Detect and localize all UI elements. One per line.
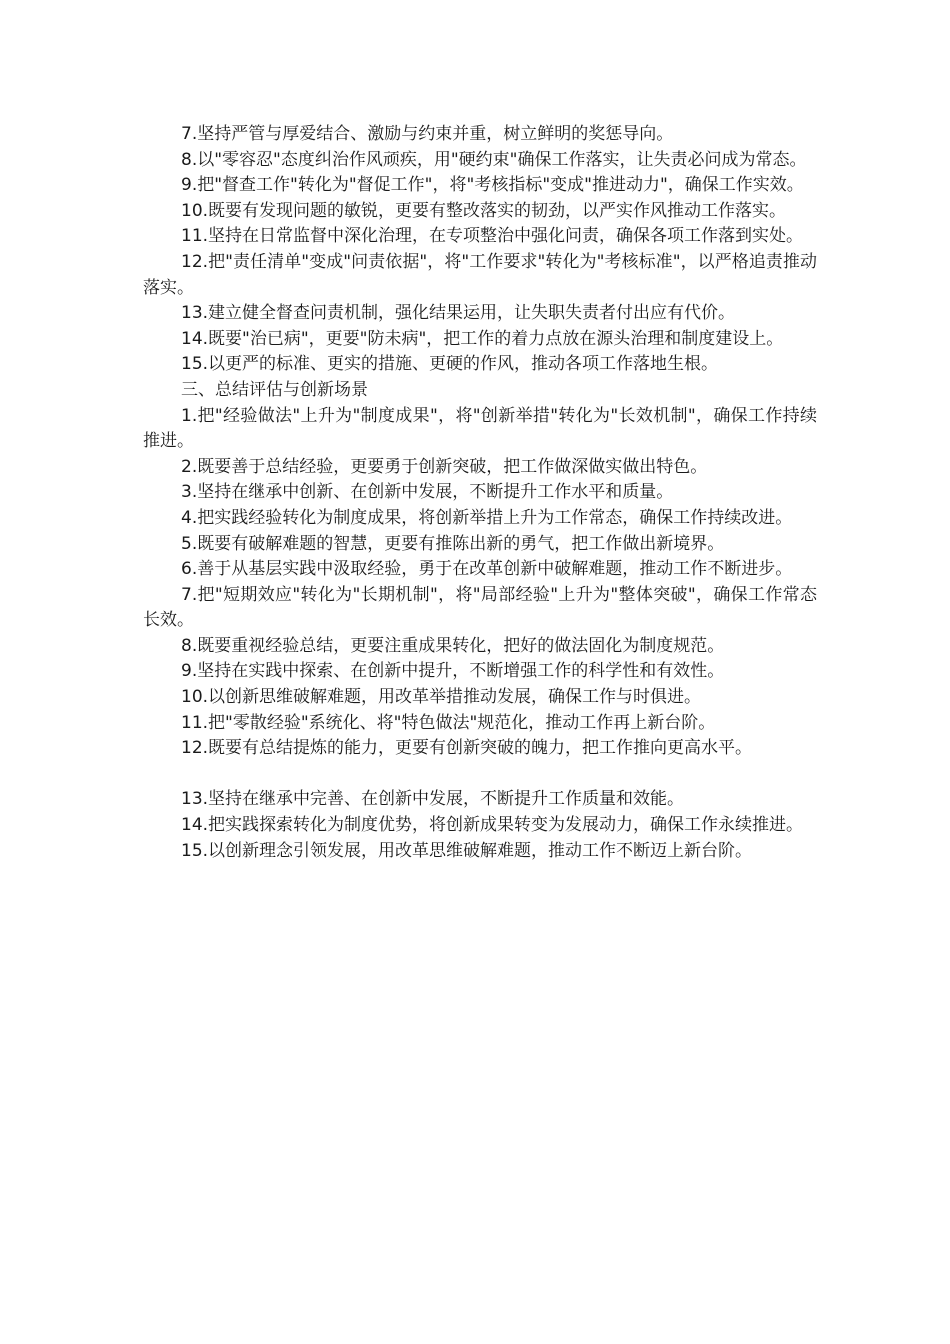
list-item: 8.既要重视经验总结，更要注重成果转化，把好的做法固化为制度规范。 [181, 635, 725, 656]
blank-line [143, 762, 817, 788]
list-item: 11.坚持在日常监督中深化治理，在专项整治中强化问责，确保各项工作落到实处。 [181, 226, 804, 247]
list-item: 2.既要善于总结经验，更要勇于创新突破，把工作做深做实做出特色。 [181, 456, 708, 477]
list-item: 15.以更严的标准、更实的措施、更硬的作风，推动各项工作落地生根。 [181, 354, 719, 375]
list-item: 4.把实践经验转化为制度成果，将创新举措上升为工作常态，确保工作持续改进。 [181, 507, 793, 528]
list-item: 9.把"督查工作"转化为"督促工作"，将"考核指标"变成"推进动力"，确保工作实效。 [181, 175, 804, 196]
list-item: 11.把"零散经验"系统化、将"特色做法"规范化，推动工作再上新台阶。 [181, 712, 716, 733]
list-item: 14.把实践探索转化为制度优势，将创新成果转变为发展动力，确保工作永续推进。 [181, 815, 804, 836]
list-item: 5.既要有破解难题的智慧，更要有推陈出新的勇气，把工作做出新境界。 [181, 533, 725, 554]
list-item: 10.以创新思维破解难题，用改革举措推动发展，确保工作与时俱进。 [181, 687, 702, 708]
list-item: 15.以创新理念引领发展，用改革思维破解难题，推动工作不断迈上新台阶。 [181, 840, 753, 861]
section-heading: 三、总结评估与创新场景 [181, 379, 368, 400]
list-item: 9.坚持在实践中探索、在创新中提升，不断增强工作的科学性和有效性。 [181, 661, 725, 682]
list-item: 6.善于从基层实践中汲取经验，勇于在改革创新中破解难题，推动工作不断进步。 [181, 559, 793, 580]
list-item: 12.把"责任清单"变成"问责依据"，将"工作要求"转化为"考核标准"，以严格追责推动落实。 [143, 251, 817, 298]
list-item: 8.以"零容忍"态度纠治作风顽疾，用"硬约束"确保工作落实，让失责必问成为常态。 [181, 149, 807, 170]
list-item: 3.坚持在继承中创新、在创新中发展，不断提升工作水平和质量。 [181, 482, 674, 503]
list-item: 12.既要有总结提炼的能力，更要有创新突破的魄力，把工作推向更高水平。 [181, 738, 753, 759]
list-item: 13.建立健全督查问责机制，强化结果运用，让失职失责者付出应有代价。 [181, 303, 736, 324]
document-body [143, 122, 817, 864]
list-item: 1.把"经验做法"上升为"制度成果"，将"创新举措"转化为"长效机制"，确保工作持续推进。 [143, 405, 817, 452]
list-item: 10.既要有发现问题的敏锐，更要有整改落实的韧劲，以严实作风推动工作落实。 [181, 200, 787, 221]
list-item: 7.把"短期效应"转化为"长期机制"，将"局部经验"上升为"整体突破"，确保工作常态长效。 [143, 584, 817, 631]
list-item: 7.坚持严管与厚爱结合、激励与约束并重，树立鲜明的奖惩导向。 [181, 124, 674, 144]
list-item: 13.坚持在继承中完善、在创新中发展，不断提升工作质量和效能。 [181, 789, 685, 810]
list-item: 14.既要"治已病"，更要"防未病"，把工作的着力点放在源头治理和制度建设上。 [181, 328, 784, 349]
